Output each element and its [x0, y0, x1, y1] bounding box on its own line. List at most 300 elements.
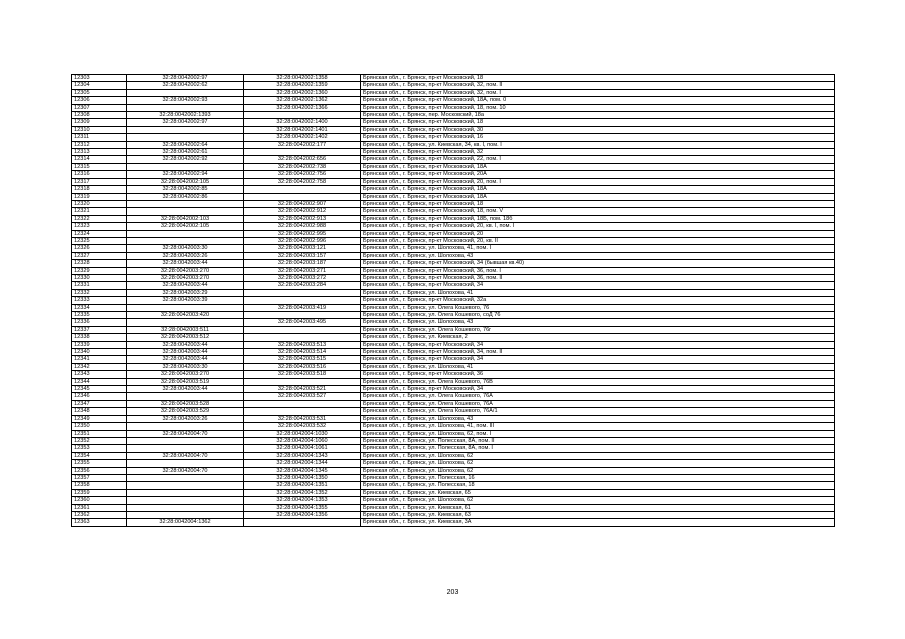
object-number-cell: 32:28:0042002:1360 — [244, 89, 361, 96]
parcel-number-cell — [127, 230, 244, 237]
object-number-cell: 32:28:0042002:912 — [244, 208, 361, 215]
row-number-cell: 12317 — [72, 178, 127, 185]
parcel-number-cell: 32:28:0042004:70 — [127, 430, 244, 437]
table-row — [72, 171, 835, 178]
page-number: 203 — [446, 589, 459, 596]
parcel-number-cell — [127, 126, 244, 133]
parcel-number-cell: 32:28:0042003:44 — [127, 341, 244, 348]
address-cell: Брянская обл., г. Брянск, пр-кт Московский, 18Б, пом. 18б — [361, 215, 835, 222]
parcel-number-cell: 32:28:0042002:105 — [127, 178, 244, 185]
row-number-cell: 12337 — [72, 326, 127, 333]
object-number-cell: 32:28:0042003:272 — [244, 274, 361, 281]
object-number-cell: 32:28:0042003:531 — [244, 415, 361, 422]
object-number-cell — [244, 289, 361, 296]
table-row — [72, 356, 835, 363]
address-cell: Брянская обл., г. Брянск, пр-кт Московский, 22, пом. I — [361, 156, 835, 163]
row-number-cell: 12322 — [72, 215, 127, 222]
object-number-cell: 32:28:0042004:1350 — [244, 474, 361, 481]
address-cell: Брянская обл., г. Брянск, ул. Полесская, 16 — [361, 474, 835, 481]
object-number-cell: 32:28:0042002:177 — [244, 141, 361, 148]
address-cell: Брянская обл., г. Брянск, ул. Полесская, 8А, пом. II — [361, 437, 835, 444]
row-number-cell: 12352 — [72, 437, 127, 444]
row-number-cell: 12305 — [72, 89, 127, 96]
address-cell: Брянская обл., г. Брянск, ул. Шолохова, 62, пом. I — [361, 430, 835, 437]
object-number-cell: 32:28:0042002:656 — [244, 156, 361, 163]
row-number-cell: 12330 — [72, 274, 127, 281]
parcel-number-cell — [127, 474, 244, 481]
object-number-cell: 32:28:0042002:758 — [244, 178, 361, 185]
table-row — [72, 104, 835, 111]
address-cell: Брянская обл., г. Брянск, ул. Шолохова, 41 — [361, 289, 835, 296]
address-cell: Брянская обл., г. Брянск, пр-кт Московский, 32 — [361, 149, 835, 156]
parcel-number-cell — [127, 200, 244, 207]
row-number-cell: 12314 — [72, 156, 127, 163]
row-number-cell: 12310 — [72, 126, 127, 133]
table-row — [72, 341, 835, 348]
address-cell: Брянская обл., г. Брянск, пр-кт Московский, 36, пом. II — [361, 274, 835, 281]
object-number-cell: 32:28:0042003:419 — [244, 304, 361, 311]
object-number-cell: 32:28:0042004:1061 — [244, 445, 361, 452]
parcel-number-cell: 32:28:0042003:44 — [127, 282, 244, 289]
object-number-cell: 32:28:0042002:913 — [244, 215, 361, 222]
table-row — [72, 75, 835, 82]
address-cell: Брянская обл., г. Брянск, ул. Олега Кошевого, 76В — [361, 378, 835, 385]
table-row — [72, 408, 835, 415]
object-number-cell: 32:28:0042002:1366 — [244, 104, 361, 111]
table-row — [72, 460, 835, 467]
address-cell: Брянская обл., г. Брянск, пр-кт Московский, 36 — [361, 371, 835, 378]
object-number-cell — [244, 186, 361, 193]
parcel-number-cell: 32:28:0042003:26 — [127, 252, 244, 259]
address-cell: Брянская обл., г. Брянск, пр-кт Московский, 20, кв. II — [361, 237, 835, 244]
parcel-number-cell: 32:28:0042003:270 — [127, 274, 244, 281]
object-number-cell: 32:28:0042004:1060 — [244, 437, 361, 444]
address-cell: Брянская обл., г. Брянск, пр-кт Московский, 18, пом. V — [361, 208, 835, 215]
row-number-cell: 12339 — [72, 341, 127, 348]
row-number-cell: 12311 — [72, 134, 127, 141]
address-cell: Брянская обл., г. Брянск, ул. Полесская, 8А, пом. I — [361, 445, 835, 452]
parcel-number-cell — [127, 437, 244, 444]
row-number-cell: 12331 — [72, 282, 127, 289]
object-number-cell: 32:28:0042002:756 — [244, 171, 361, 178]
parcel-number-cell — [127, 497, 244, 504]
row-number-cell: 12323 — [72, 223, 127, 230]
table-row — [72, 511, 835, 518]
address-cell: Брянская обл., г. Брянск, ул. Шолохова, 43 — [361, 415, 835, 422]
object-number-cell — [244, 326, 361, 333]
parcel-number-cell: 32:28:0042003:39 — [127, 297, 244, 304]
address-cell: Брянская обл., г. Брянск, ул. Шолохова, 62 — [361, 452, 835, 459]
table-row — [72, 297, 835, 304]
row-number-cell: 12343 — [72, 371, 127, 378]
row-number-cell: 12333 — [72, 297, 127, 304]
row-number-cell: 12307 — [72, 104, 127, 111]
parcel-number-cell: 32:28:0042003:512 — [127, 334, 244, 341]
parcel-number-cell: 32:28:0042003:29 — [127, 289, 244, 296]
address-cell: Брянская обл., г. Брянск, ул. Олега Кошевого, 76 — [361, 304, 835, 311]
object-number-cell: 32:28:0042003:515 — [244, 356, 361, 363]
address-cell: Брянская обл., г. Брянск, пр-кт Московский, 18 — [361, 200, 835, 207]
object-number-cell: 32:28:0042002:1401 — [244, 126, 361, 133]
row-number-cell: 12315 — [72, 163, 127, 170]
address-cell: Брянская обл., г. Брянск, ул. Олега Кошевого, 76г — [361, 326, 835, 333]
parcel-number-cell — [127, 104, 244, 111]
object-number-cell: 32:28:0042004:1353 — [244, 497, 361, 504]
table-row — [72, 282, 835, 289]
table-row — [72, 371, 835, 378]
parcel-number-cell: 32:28:0042002:64 — [127, 141, 244, 148]
table-row — [72, 200, 835, 207]
row-number-cell: 12309 — [72, 119, 127, 126]
parcel-number-cell — [127, 304, 244, 311]
address-cell: Брянская обл., г. Брянск, пер. Московский, 18а — [361, 112, 835, 119]
object-number-cell: 32:28:0042003:513 — [244, 341, 361, 348]
object-number-cell: 32:28:0042004:1345 — [244, 467, 361, 474]
address-cell: Брянская обл., г. Брянск, ул. Шолохова, 41 — [361, 363, 835, 370]
row-number-cell: 12324 — [72, 230, 127, 237]
row-number-cell: 12321 — [72, 208, 127, 215]
object-number-cell: 32:28:0042002:1358 — [244, 75, 361, 82]
object-number-cell: 32:28:0042003:157 — [244, 252, 361, 259]
row-number-cell: 12363 — [72, 519, 127, 526]
table-row — [72, 208, 835, 215]
row-number-cell: 12350 — [72, 423, 127, 430]
table-row — [72, 112, 835, 119]
address-cell: Брянская обл., г. Брянск, пр-кт Московский, 34 (бывшая кв.40) — [361, 260, 835, 267]
table-row — [72, 489, 835, 496]
address-cell: Брянская обл., г. Брянск, пр-кт Московский, 34 — [361, 282, 835, 289]
address-cell: Брянская обл., г. Брянск, пр-кт Московский, 32а — [361, 297, 835, 304]
table-row — [72, 89, 835, 96]
object-number-cell: 32:28:0042002:1400 — [244, 119, 361, 126]
row-number-cell: 12308 — [72, 112, 127, 119]
parcel-number-cell: 32:28:0042003:30 — [127, 363, 244, 370]
table-row — [72, 482, 835, 489]
table-row — [72, 497, 835, 504]
object-number-cell: 32:28:0042003:532 — [244, 423, 361, 430]
table-row — [72, 141, 835, 148]
parcel-number-cell: 32:28:0042003:270 — [127, 371, 244, 378]
parcel-number-cell: 32:28:0042002:103 — [127, 215, 244, 222]
parcel-number-cell — [127, 489, 244, 496]
object-number-cell — [244, 378, 361, 385]
object-number-cell: 32:28:0042003:121 — [244, 245, 361, 252]
table-row — [72, 252, 835, 259]
object-number-cell: 32:28:0042002:995 — [244, 230, 361, 237]
parcel-number-cell: 32:28:0042003:528 — [127, 400, 244, 407]
parcel-number-cell: 32:28:0042003:529 — [127, 408, 244, 415]
table-row — [72, 289, 835, 296]
table-row — [72, 304, 835, 311]
parcel-number-cell — [127, 504, 244, 511]
table-row — [72, 156, 835, 163]
parcel-number-cell: 32:28:0042003:44 — [127, 386, 244, 393]
address-cell: Брянская обл., г. Брянск, ул. Киевская, 2 — [361, 334, 835, 341]
table-row — [72, 215, 835, 222]
address-cell: Брянская обл., г. Брянск, ул. Шолохова, 62 — [361, 460, 835, 467]
row-number-cell: 12335 — [72, 312, 127, 319]
object-number-cell — [244, 519, 361, 526]
table-row — [72, 149, 835, 156]
address-cell: Брянская обл., г. Брянск, пр-кт Московский, 34, пом. II — [361, 349, 835, 356]
row-number-cell: 12313 — [72, 149, 127, 156]
table-row — [72, 260, 835, 267]
parcel-number-cell: 32:28:0042003:44 — [127, 260, 244, 267]
address-cell: Брянская обл., г. Брянск, пр-кт Московский, 20, пом. I — [361, 178, 835, 185]
address-cell: Брянская обл., г. Брянск, пр-кт Московский, 18А, пом. 0 — [361, 97, 835, 104]
object-number-cell: 32:28:0042003:521 — [244, 386, 361, 393]
address-cell: Брянская обл., г. Брянск, пр-кт Московский, 18 — [361, 75, 835, 82]
parcel-number-cell — [127, 237, 244, 244]
address-cell: Брянская обл., г. Брянск, пр-кт Московский, 34 — [361, 386, 835, 393]
object-number-cell: 32:28:0042002:738 — [244, 163, 361, 170]
row-number-cell: 12357 — [72, 474, 127, 481]
address-cell: Брянская обл., г. Брянск, пр-кт Московский, 34 — [361, 341, 835, 348]
parcel-number-cell — [127, 208, 244, 215]
row-number-cell: 12362 — [72, 511, 127, 518]
table-row — [72, 452, 835, 459]
row-number-cell: 12353 — [72, 445, 127, 452]
row-number-cell: 12360 — [72, 497, 127, 504]
object-number-cell — [244, 297, 361, 304]
row-number-cell: 12358 — [72, 482, 127, 489]
object-number-cell — [244, 334, 361, 341]
row-number-cell: 12347 — [72, 400, 127, 407]
table-row — [72, 349, 835, 356]
table-row — [72, 423, 835, 430]
parcel-number-cell: 32:28:0042002:85 — [127, 186, 244, 193]
row-number-cell: 12341 — [72, 356, 127, 363]
row-number-cell: 12344 — [72, 378, 127, 385]
table-row — [72, 378, 835, 385]
parcel-number-cell: 32:28:0042003:270 — [127, 267, 244, 274]
address-cell: Брянская обл., г. Брянск, ул. Шолохова, 43 — [361, 319, 835, 326]
address-cell: Брянская обл., г. Брянск, пр-кт Московский, 18А — [361, 186, 835, 193]
table-row — [72, 237, 835, 244]
parcel-number-cell: 32:28:0042002:86 — [127, 193, 244, 200]
table-row — [72, 97, 835, 104]
parcel-number-cell: 32:28:0042003:44 — [127, 356, 244, 363]
table-row — [72, 274, 835, 281]
address-cell: Брянская обл., г. Брянск, пр-кт Московский, 18А — [361, 193, 835, 200]
object-number-cell: 32:28:0042003:271 — [244, 267, 361, 274]
parcel-number-cell — [127, 460, 244, 467]
table-row — [72, 400, 835, 407]
row-number-cell: 12351 — [72, 430, 127, 437]
row-number-cell: 12349 — [72, 415, 127, 422]
object-number-cell: 32:28:0042004:1344 — [244, 460, 361, 467]
row-number-cell: 12320 — [72, 200, 127, 207]
row-number-cell: 12319 — [72, 193, 127, 200]
address-cell: Брянская обл., г. Брянск, пр-кт Московский, 16 — [361, 134, 835, 141]
table-row — [72, 474, 835, 481]
parcel-number-cell: 32:28:0042003:511 — [127, 326, 244, 333]
parcel-number-cell: 32:28:0042003:26 — [127, 415, 244, 422]
parcel-number-cell: 32:28:0042004:1362 — [127, 519, 244, 526]
object-number-cell — [244, 193, 361, 200]
row-number-cell: 12346 — [72, 393, 127, 400]
address-cell: Брянская обл., г. Брянск, пр-кт Московский, 20, кв. I, пом. I — [361, 223, 835, 230]
table-row — [72, 326, 835, 333]
table-row — [72, 178, 835, 185]
table-row — [72, 267, 835, 274]
object-number-cell: 32:28:0042003:527 — [244, 393, 361, 400]
parcel-number-cell: 32:28:0042002:97 — [127, 119, 244, 126]
object-number-cell: 32:28:0042003:284 — [244, 282, 361, 289]
address-cell: Брянская обл., г. Брянск, ул. Олега Кошевого, 76А — [361, 393, 835, 400]
address-cell: Брянская обл., г. Брянск, пр-кт Московский, 30 — [361, 126, 835, 133]
address-cell: Брянская обл., г. Брянск, пр-кт Московский, 18, пом. 10 — [361, 104, 835, 111]
row-number-cell: 12345 — [72, 386, 127, 393]
parcel-number-cell — [127, 423, 244, 430]
table-row — [72, 415, 835, 422]
object-number-cell: 32:28:0042002:1359 — [244, 82, 361, 89]
object-number-cell — [244, 312, 361, 319]
row-number-cell: 12355 — [72, 460, 127, 467]
table-row — [72, 82, 835, 89]
object-number-cell: 32:28:0042003:514 — [244, 349, 361, 356]
row-number-cell: 12338 — [72, 334, 127, 341]
row-number-cell: 12332 — [72, 289, 127, 296]
parcel-number-cell: 32:28:0042002:94 — [127, 171, 244, 178]
address-cell: Брянская обл., г. Брянск, ул. Шолохова, 43 — [361, 252, 835, 259]
address-cell: Брянская обл., г. Брянск, ул. Киевская, 61 — [361, 504, 835, 511]
parcel-number-cell — [127, 511, 244, 518]
object-number-cell: 32:28:0042004:1352 — [244, 489, 361, 496]
row-number-cell: 12334 — [72, 304, 127, 311]
parcel-number-cell: 32:28:0042003:30 — [127, 245, 244, 252]
object-number-cell: 32:28:0042003:516 — [244, 363, 361, 370]
object-number-cell: 32:28:0042002:988 — [244, 223, 361, 230]
object-number-cell: 32:28:0042004:1343 — [244, 452, 361, 459]
row-number-cell: 12303 — [72, 75, 127, 82]
address-cell: Брянская обл., г. Брянск, ул. Шолохова, 62 — [361, 497, 835, 504]
parcel-number-cell: 32:28:0042002:1393 — [127, 112, 244, 119]
table-row — [72, 445, 835, 452]
parcel-number-cell: 32:28:0042003:420 — [127, 312, 244, 319]
address-cell: Брянская обл., г. Брянск, ул. Киевская, 65 — [361, 489, 835, 496]
row-number-cell: 12354 — [72, 452, 127, 459]
object-number-cell: 32:28:0042004:1351 — [244, 482, 361, 489]
row-number-cell: 12327 — [72, 252, 127, 259]
parcel-number-cell: 32:28:0042002:62 — [127, 82, 244, 89]
parcel-number-cell: 32:28:0042003:519 — [127, 378, 244, 385]
row-number-cell: 12340 — [72, 349, 127, 356]
address-cell: Брянская обл., г. Брянск, пр-кт Московский, 18А — [361, 163, 835, 170]
parcel-number-cell — [127, 89, 244, 96]
row-number-cell: 12336 — [72, 319, 127, 326]
object-number-cell: 32:28:0042003:187 — [244, 260, 361, 267]
object-number-cell: 32:28:0042003:495 — [244, 319, 361, 326]
parcel-number-cell — [127, 163, 244, 170]
address-cell: Брянская обл., г. Брянск, ул. Шолохова, 41, пом. III — [361, 423, 835, 430]
address-cell: Брянская обл., г. Брянск, пр-кт Московский, 18 — [361, 119, 835, 126]
row-number-cell: 12356 — [72, 467, 127, 474]
table-row — [72, 504, 835, 511]
parcel-number-cell: 32:28:0042002:92 — [127, 156, 244, 163]
object-number-cell: 32:28:0042004:1356 — [244, 511, 361, 518]
table-row — [72, 134, 835, 141]
address-cell: Брянская обл., г. Брянск, ул. Олега Кошевого, соД 76 — [361, 312, 835, 319]
table-row — [72, 519, 835, 526]
object-number-cell: 32:28:0042002:1402 — [244, 134, 361, 141]
table-row — [72, 430, 835, 437]
object-number-cell: 32:28:0042002:996 — [244, 237, 361, 244]
table-row — [72, 119, 835, 126]
object-number-cell: 32:28:0042004:1355 — [244, 504, 361, 511]
table-row — [72, 245, 835, 252]
table-row — [72, 186, 835, 193]
object-number-cell — [244, 408, 361, 415]
row-number-cell: 12316 — [72, 171, 127, 178]
object-number-cell — [244, 112, 361, 119]
parcel-number-cell — [127, 319, 244, 326]
object-number-cell: 32:28:0042003:518 — [244, 371, 361, 378]
row-number-cell: 12359 — [72, 489, 127, 496]
parcel-number-cell: 32:28:0042002:93 — [127, 97, 244, 104]
parcel-number-cell — [127, 482, 244, 489]
table-row — [72, 363, 835, 370]
address-cell: Брянская обл., г. Брянск, пр-кт Московский, 36, пом. I — [361, 267, 835, 274]
row-number-cell: 12328 — [72, 260, 127, 267]
row-number-cell: 12348 — [72, 408, 127, 415]
address-cell: Брянская обл., г. Брянск, ул. Киевская, 34, кв. I, пом. I — [361, 141, 835, 148]
table-row — [72, 393, 835, 400]
address-cell: Брянская обл., г. Брянск, ул. Киевская, 3А — [361, 519, 835, 526]
table-row — [72, 163, 835, 170]
row-number-cell: 12325 — [72, 237, 127, 244]
address-cell: Брянская обл., г. Брянск, ул. Олега Кошевого, 76А — [361, 400, 835, 407]
address-cell: Брянская обл., г. Брянск, ул. Олега Кошевого, 76А/1 — [361, 408, 835, 415]
data-table — [71, 74, 835, 527]
parcel-number-cell — [127, 393, 244, 400]
address-cell: Брянская обл., г. Брянск, ул. Полесская, 18 — [361, 482, 835, 489]
row-number-cell: 12318 — [72, 186, 127, 193]
table-row — [72, 334, 835, 341]
address-cell: Брянская обл., г. Брянск, пр-кт Московский, 20 — [361, 230, 835, 237]
address-cell: Брянская обл., г. Брянск, пр-кт Московский, 34 — [361, 356, 835, 363]
parcel-number-cell: 32:28:0042003:44 — [127, 349, 244, 356]
table-row — [72, 312, 835, 319]
table-row — [72, 230, 835, 237]
object-number-cell: 32:28:0042002:907 — [244, 200, 361, 207]
table-row — [72, 223, 835, 230]
table-row — [72, 126, 835, 133]
table-row — [72, 467, 835, 474]
table-row — [72, 437, 835, 444]
object-number-cell: 32:28:0042004:1030 — [244, 430, 361, 437]
row-number-cell: 12306 — [72, 97, 127, 104]
parcel-number-cell: 32:28:0042002:105 — [127, 223, 244, 230]
row-number-cell: 12304 — [72, 82, 127, 89]
object-number-cell — [244, 400, 361, 407]
row-number-cell: 12312 — [72, 141, 127, 148]
table-row — [72, 386, 835, 393]
address-cell: Брянская обл., г. Брянск, ул. Шолохова, 62 — [361, 467, 835, 474]
parcel-number-cell: 32:28:0042002:97 — [127, 75, 244, 82]
parcel-number-cell: 32:28:0042004:70 — [127, 452, 244, 459]
row-number-cell: 12342 — [72, 363, 127, 370]
data-table-body — [72, 75, 835, 527]
row-number-cell: 12329 — [72, 267, 127, 274]
address-cell: Брянская обл., г. Брянск, пр-кт Московский, 32, пом. II — [361, 82, 835, 89]
row-number-cell: 12326 — [72, 245, 127, 252]
parcel-number-cell — [127, 445, 244, 452]
address-cell: Брянская обл., г. Брянск, пр-кт Московский, 32, пом. I — [361, 89, 835, 96]
address-cell: Брянская обл., г. Брянск, ул. Шолохова, 41, пом. I — [361, 245, 835, 252]
parcel-number-cell — [127, 134, 244, 141]
parcel-number-cell: 32:28:0042004:70 — [127, 467, 244, 474]
